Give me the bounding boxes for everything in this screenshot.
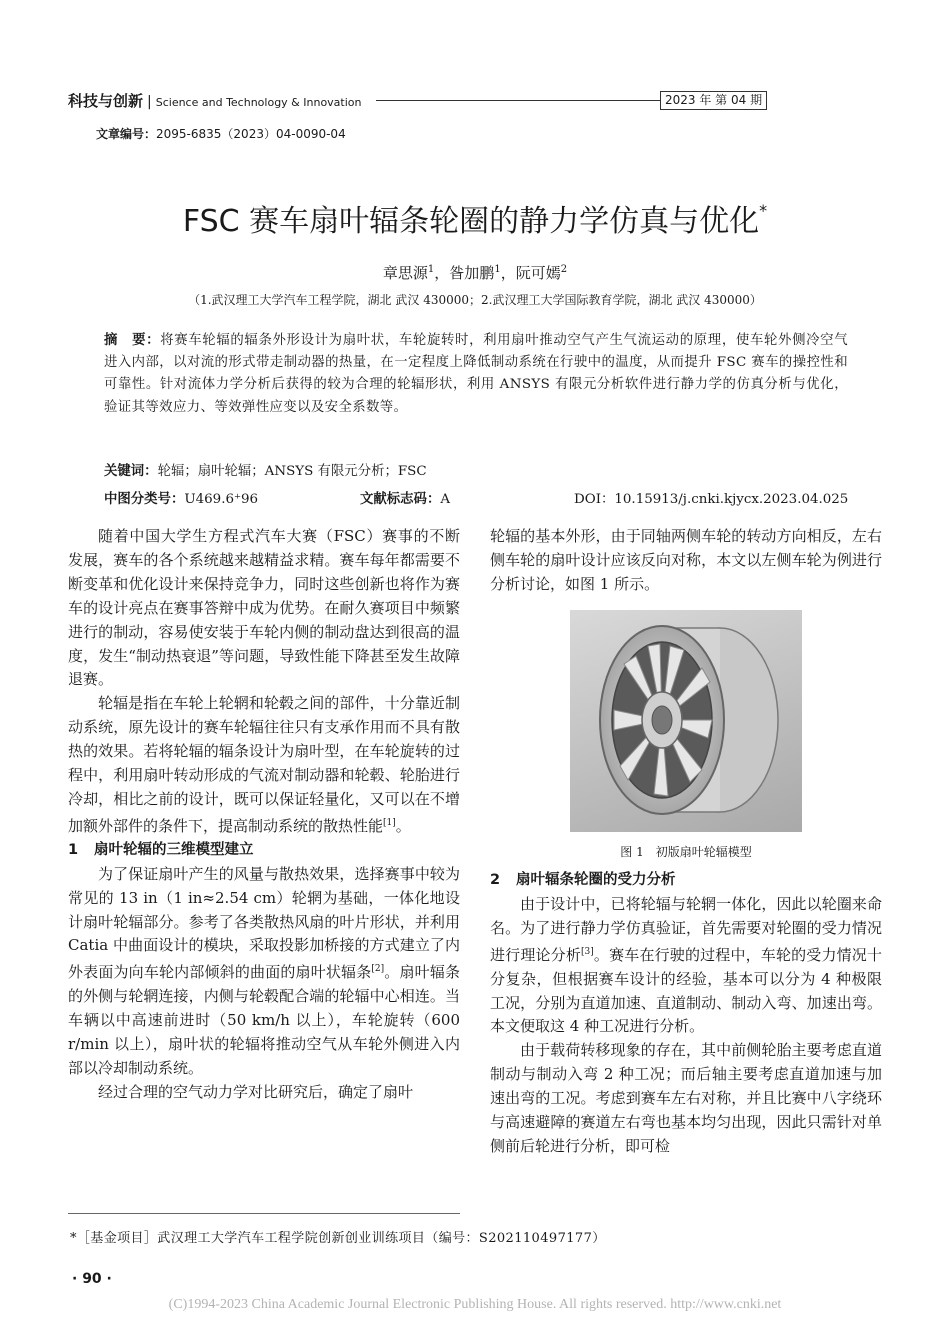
body-paragraph: 由于载荷转移现象的存在，其中前侧轮胎主要考虑直道制动与制动入弯 2 种工况；而后轴主要考虑直道加速与加速出弯的工况。考虑到赛车左右对称，并且比赛中八字绕环与高速避障的赛道左右弯也基本均匀出现，因此只需针对单侧前后轮进行分析，即可检 (490, 1041, 882, 1155)
classification-label: 中图分类号： (104, 492, 185, 507)
section-number: 1 (68, 841, 79, 858)
section-heading (68, 839, 460, 863)
section-title: 扇叶辐条轮圈的受力分析 (516, 872, 676, 888)
body-left-column (68, 525, 460, 1105)
paragraph-text: 为了保证扇叶产生的风量与散热效果，选择赛事中较为常见的 13 in（1 in≈2.54 cm）轮辋为基础，一体化地设计扇叶轮辐部分。参考了各类散热风扇的叶片形状，并利用 Catia 中曲面设计的模块，采取投影加桥接的方式建立了内外表面为向车轮内部倾斜的曲面的扇叶状辐条 (68, 864, 460, 982)
body-paragraph: 经过合理的空气动力学对比研究后，确定了扇叶 (98, 1082, 414, 1101)
citation-ref: [2] (371, 964, 385, 975)
article-number-value: 2095-6835（2023）04-0090-04 (156, 127, 346, 141)
body-paragraph (68, 863, 460, 1081)
body-paragraph: 随着中国大学生方程式汽车大赛（FSC）赛事的不断发展，赛车的各个系统越来越精益求精。赛车每年都需要不断变革和优化设计来保持竞争力，同时这些创新也将作为赛车的设计亮点在赛事答辩中成为优势。在耐久赛项目中频繁进行的制动，容易使安装于车轮内侧的制动盘达到很高的温度，发生“制动热衰退”等问题，导致性能下降甚至发生故障退赛。 (68, 527, 460, 689)
abstract-text: 将赛车轮辐的辐条外形设计为扇叶状，车轮旋转时，利用扇叶推动空气产生气流运动的原理，使车轮外侧冷空气进入内部，以对流的形式带走制动器的热量，在一定程度上降低制动系统在行驶中的温度，从而提升 FSC 赛车的操控性和可靠性。针对流体力学分析后获得的较为合理的轮辐形状，利用 ANSYS 有限元分析软件进行静力学的仿真分析与优化，验证其等效应力、等效弹性应变以及安全系数等。 (104, 333, 848, 415)
abstract-label: 摘 要： (104, 333, 161, 348)
paragraph-text: 由于设计中，已将轮辐与轮辋一体化，因此以轮圈来命名。为了进行静力学仿真验证，首先需要对轮圈的受力情况进行理论分析 (490, 894, 882, 964)
citation-ref: [3] (581, 946, 594, 957)
title-footnote-mark: * (759, 201, 768, 220)
keywords (104, 460, 427, 479)
body-paragraph (68, 692, 460, 838)
author-name: ，阮可嫣 (500, 264, 561, 282)
abstract (104, 330, 848, 419)
body-paragraph: 轮辐的基本外形，由于同轴两侧车轮的转动方向相反，左右侧车轮的扇叶设计应该反向对称，本文以左侧车轮为例进行分析讨论，如图 1 所示。 (490, 527, 882, 593)
article-number (96, 125, 346, 142)
document-code (360, 488, 450, 507)
funding-footnote: *［基金项目］武汉理工大学汽车工程学院创新创业训练项目（编号：S202110497177） (70, 1231, 606, 1246)
author-affiliation-mark: 1 (494, 264, 501, 275)
paragraph-end: 。 (395, 816, 411, 835)
paper-title (0, 196, 950, 240)
classification-value: U469.6⁺96 (184, 492, 259, 507)
paragraph-text: 。扇叶辐条的外侧与轮辋连接，内侧与轮毂配合端的轮辐中心相连。当车辆以中高速前进时（50 km/h 以上），车轮旋转（600 r/min 以上），扇叶状的轮辐将推动空气从车轮外侧进入内部以冷却制动系统。 (68, 963, 460, 1077)
author-affiliation-mark: 1 (427, 264, 435, 275)
section-heading (490, 869, 882, 893)
issue-label: 2023 年 第 04 期 (660, 91, 767, 110)
footnote-rule (68, 1213, 460, 1214)
author-affiliation-mark: 2 (560, 264, 568, 275)
affiliations: （1.武汉理工大学汽车工程学院，湖北 武汉 430000；2.武汉理工大学国际教育学院，湖北 武汉 430000） (188, 293, 762, 307)
journal-name-cn: 科技与创新 (68, 92, 144, 110)
paper-title-text: FSC 赛车扇叶辐条轮圈的静力学仿真与优化 (182, 204, 760, 239)
hub-bore (652, 706, 672, 734)
citation-ref: [1] (383, 817, 396, 828)
article-number-label: 文章编号： (96, 127, 157, 141)
body-paragraph (490, 893, 882, 1039)
keywords-value: 轮辐；扇叶轮辐；ANSYS 有限元分析；FSC (157, 464, 427, 479)
journal-name-en: Science and Technology & Innovation (155, 96, 362, 109)
journal-header (68, 90, 362, 111)
body-right-column (490, 525, 882, 597)
section-title: 扇叶轮辐的三维模型建立 (94, 841, 254, 858)
section-number: 2 (490, 872, 501, 888)
keywords-label: 关键词： (104, 464, 158, 479)
page-number: · 90 · (72, 1271, 112, 1287)
document-code-value: A (440, 492, 451, 507)
figure-caption: 图 1 初版扇叶轮辐模型 (620, 845, 752, 859)
figure-wheel-model (570, 610, 802, 832)
author-list (0, 262, 950, 283)
header-separator: | (147, 94, 152, 110)
paragraph-text: 轮辐是指在车轮上轮辋和轮毂之间的部件，十分靠近制动系统，原先设计的赛车轮辐往往只有支承作用而不具有散热的效果。若将轮辐的辐条设计为扇叶型，在车轮旋转的过程中，利用扇叶转动形成的气流对制动器和轮毂、轮胎进行冷却，相比之前的设计，既可以保证轻量化，又可以在不增加额外部件的条件下，提高制动系统的散热性能 (68, 694, 460, 835)
wheel-model-image (570, 610, 802, 832)
section-2 (490, 869, 882, 1159)
author-name: 章思源 (382, 264, 428, 282)
paragraph-text: 。赛车在行驶的过程中，车轮的受力情况十分复杂，但根据赛车设计的经验，基本可以分为 4 种极限工况，分别为直道加速、直道制动、制动入弯、加速出弯。本文便取这 4 种工况进行分析。 (490, 945, 882, 1036)
copyright-watermark: (C)1994-2023 China Academic Journal Electronic Publishing House. All rights reserved. http://www.cnki.net (168, 1297, 782, 1312)
doi: DOI：10.15913/j.cnki.kjycx.2023.04.025 (574, 492, 849, 507)
author-name: ，昝加鹏 (434, 264, 495, 282)
classification-number (104, 488, 258, 507)
header-rule (376, 100, 660, 101)
document-code-label: 文献标志码： (360, 492, 441, 507)
